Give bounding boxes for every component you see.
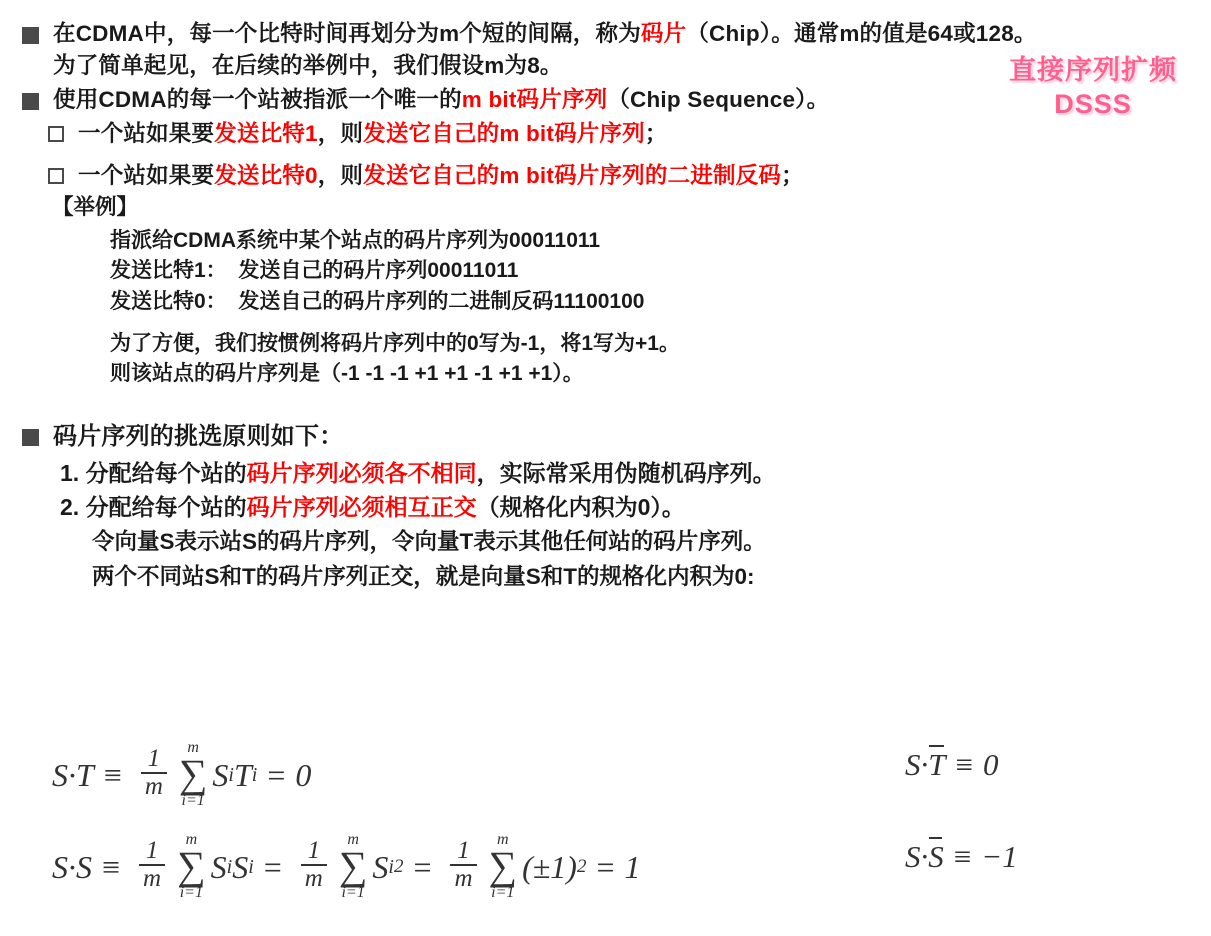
formula-1-summation [179,740,208,809]
hollow-square-bullet-icon [48,168,64,184]
formula-2-term-s1-sub: i [226,855,233,878]
formula-2-summation-3 [489,832,518,901]
formula-1r-lhs: S· [905,747,929,782]
example-line: 发送比特1： 发送自己的码片序列00011011 [110,259,519,283]
sum-lower-limit: i=1 [181,791,205,809]
bullet-2-post: （Chip Sequence）。 [607,86,830,112]
sub-bullet-item-2 [48,160,1189,192]
principle-2-post: （规格化内积为0）。 [476,494,685,521]
formula-2-equals-2: = [413,848,432,885]
formula-1-equiv: ≡ [103,756,122,793]
example-note-line: 则该站点的码片序列是（-1 -1 -1 +1 +1 -1 +1 +1）。 [110,362,584,386]
formula-2r-lhs: S· [905,839,929,874]
fraction-numerator: 1 [457,837,470,865]
principles-heading: 码片序列的挑选原则如下： [53,422,344,450]
sub-1-mid: ，则 [317,120,364,146]
square-bullet-icon [22,27,39,44]
sub-2-red1: 发送比特0 [214,162,318,188]
formula-2-term-s2: S [232,848,249,885]
principle-item-1 [60,456,1189,491]
formula-1-term-t-sub: i [251,763,258,786]
bullet-2-pre: 使用CDMA的每一个站被指派一个唯一的 [53,86,462,112]
square-bullet-icon [22,93,39,110]
sum-upper-limit: m [347,831,359,848]
principle-1-post: ，实际常采用伪随机码序列。 [476,459,776,486]
hollow-square-bullet-icon [48,126,64,142]
formula-2-fraction-2 [301,838,327,893]
sub-bullet-1-text [78,118,668,150]
formula-1-term-t: T [233,756,252,793]
example-line: 发送比特0： 发送自己的码片序列的二进制反码11100100 [110,289,645,313]
sub-2-red2: 发送它自己的m bit码片序列的二进制反码 [363,162,782,188]
principle-2-pre: 2. 分配给每个站的 [60,494,247,521]
dsss-annotation [1009,54,1177,122]
fraction-numerator: 1 [145,837,159,865]
formula-2-equals-3: = [596,848,615,885]
fraction-numerator: 1 [147,745,161,773]
example-line: 指派给CDMA系统中某个站点的码片序列为00011011 [110,228,601,252]
formula-2-lhs: S·S [52,848,92,885]
sub-2-pre: 一个站如果要 [78,162,215,188]
formula-row-2 [0,827,1211,919]
sub-2-mid: ，则 [317,162,364,188]
principles-section [22,420,1189,595]
formula-2r-equiv: ≡ [953,839,972,874]
bullet-1-highlight: 码片 [640,21,687,46]
formula-row-1 [0,735,1211,827]
principle-1-pre: 1. 分配给每个站的 [60,459,247,486]
principle-note-2: 两个不同站S和T的码片序列正交，就是向量S和T的规格化内积为0: [92,563,755,589]
principle-1-highlight: 码片序列必须各不相同 [246,459,477,486]
principle-item-2 [60,490,1189,525]
formula-2-pm-term: (±1) [522,848,577,885]
sub-bullet-item-1 [48,118,1189,150]
fraction-numerator: 1 [307,837,321,865]
spacer [110,317,1189,329]
formula-1-term-s: S [212,756,229,793]
sigma-icon: ∑ [178,751,208,796]
formula-1-lhs: S·T [52,756,94,793]
example-label: 【举例】 [52,194,139,219]
bullet-1-pre: 在CDMA中，每一个比特时间再划分为m个短的间隔，称为 [53,21,641,46]
fraction-denominator: m [141,772,167,800]
formula-1-term-s-sub: i [228,763,234,786]
formula-2-equals-1: = [263,848,282,885]
formula-2-left [52,833,640,902]
sum-upper-limit: m [497,831,509,848]
formula-2-term-s3: S [372,848,389,885]
sub-1-red1: 发送比特1 [214,120,318,146]
sum-lower-limit: i=1 [179,883,203,901]
formula-2-pm-sup: 2 [576,856,587,878]
formula-block [0,735,1211,935]
formula-2-fraction-1 [139,838,165,893]
dsss-line2: DSSS [1054,88,1132,119]
sum-upper-limit: m [187,739,199,756]
sum-lower-limit: i=1 [491,883,515,901]
formula-2-summation-1 [177,832,206,901]
formula-1-equals: = [267,756,286,793]
formula-2-summation-2 [339,832,368,901]
example-note-line: 为了方便，我们按惯例将码片序列中的0写为-1，将1写为+1。 [110,331,680,355]
formula-2r-var-overline: S [928,839,944,874]
formula-1r-value: 0 [982,747,999,782]
fraction-denominator: m [139,864,165,892]
formula-1r-equiv: ≡ [955,747,973,782]
bullet-2-highlight: m bit码片序列 [461,86,608,112]
sub-1-red2: 发送它自己的m bit码片序列 [363,120,645,146]
sigma-icon: ∑ [177,843,206,888]
sub-bullet-2-text [78,160,804,192]
formula-2-term-s1: S [210,848,227,885]
sub-1-pre: 一个站如果要 [78,120,215,146]
formula-1-right [905,747,998,783]
sigma-icon: ∑ [488,843,518,888]
sub-1-post: ； [644,120,668,146]
sum-upper-limit: m [185,831,198,848]
sum-lower-limit: i=1 [341,883,365,901]
fraction-denominator: m [450,864,476,892]
principle-note-1: 令向量S表示站S的码片序列，令向量T表示其他任何站的码片序列。 [92,528,766,554]
sigma-icon: ∑ [338,843,368,888]
principle-2-highlight: 码片序列必须相互正交 [246,494,477,521]
formula-2-equiv: ≡ [102,848,121,885]
formula-2-term-s2-sub: i [248,855,254,878]
formula-2-term-s3-sup: 2 [393,856,404,878]
dsss-line1: 直接序列扩频 [1009,55,1177,85]
bullet-2-text [53,84,829,116]
formula-1-fraction [141,746,167,801]
sub-2-post: ； [781,162,804,188]
formula-2-term-s3-sub: i [388,855,394,878]
fraction-denominator: m [301,864,327,892]
formula-1-result: 0 [295,756,312,793]
formula-1r-var-overline: T [928,747,946,782]
principles-heading-row [22,420,1189,454]
bullet-1-post: （Chip）。通常m的值是64或128。 [686,21,1037,46]
formula-2r-value: −1 [981,839,1018,874]
formula-2-right [905,839,1018,875]
bullet-1-text [53,18,1037,82]
bullet-1-line2: 为了简单起见，在后续的举例中，我们假设m为8。 [53,52,563,78]
formula-2-fraction-3 [450,838,476,893]
square-bullet-icon [22,429,39,446]
formula-1-left [52,741,311,810]
example-block [110,226,1189,390]
formula-2-result: 1 [624,848,641,885]
